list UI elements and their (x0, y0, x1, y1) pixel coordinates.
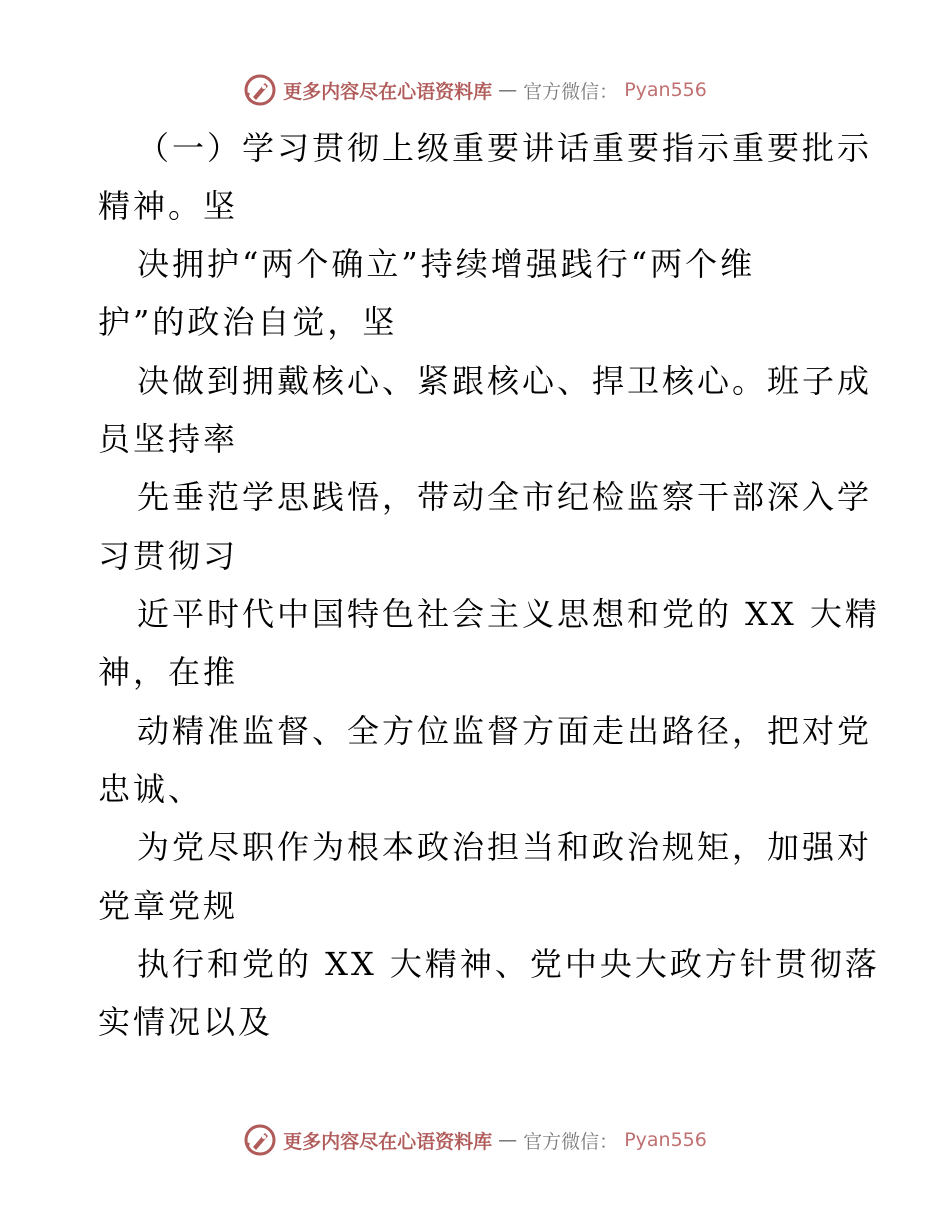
body-line: 习贯彻习 (98, 537, 239, 575)
body-line: 先垂范学思践悟，带动全市纪检监察干部深入学 (137, 478, 873, 516)
body-line: （一）学习贯彻上级重要讲话重要指示重要批示 (137, 129, 873, 167)
banner-separator: — (498, 79, 518, 101)
banner-wechat-label: 官方微信： (523, 80, 619, 103)
body-line: 决拥护“两个确立”持续增强践行“两个维 (137, 245, 756, 283)
footer-banner (0, 1120, 950, 1160)
banner-wechat-id: Pyan556 (624, 1129, 707, 1151)
body-line: 党章党规 (98, 887, 239, 925)
banner-separator: — (498, 1129, 518, 1151)
body-line: 为党尽职作为根本政治担当和政治规矩，加强对 (137, 828, 873, 866)
body-line: 近平时代中国特色社会主义思想和党的 XX 大精 (137, 595, 880, 633)
body-line: 执行和党的 XX 大精神、党中央大政方针贯彻落 (137, 945, 880, 983)
body-line: 实情况以及 (98, 1003, 274, 1041)
pen-nib-logo-icon (243, 1123, 277, 1157)
banner-wechat-id: Pyan556 (624, 79, 707, 101)
body-line: 动精准监督、全方位监督方面走出路径，把对党 (137, 712, 873, 750)
banner-wechat-label: 官方微信： (523, 1130, 619, 1153)
body-line: 精神。坚 (98, 187, 239, 225)
body-line: 员坚持率 (98, 420, 239, 458)
banner-brand-text: 更多内容尽在心语资料库 (283, 80, 493, 103)
body-line: 忠诚、 (98, 770, 204, 808)
banner-brand-text: 更多内容尽在心语资料库 (283, 1130, 493, 1153)
body-line: 神，在推 (98, 653, 239, 691)
body-line: 决做到拥戴核心、紧跟核心、捍卫核心。班子成 (137, 362, 873, 400)
body-line: 护”的政治自觉，坚 (98, 303, 398, 341)
